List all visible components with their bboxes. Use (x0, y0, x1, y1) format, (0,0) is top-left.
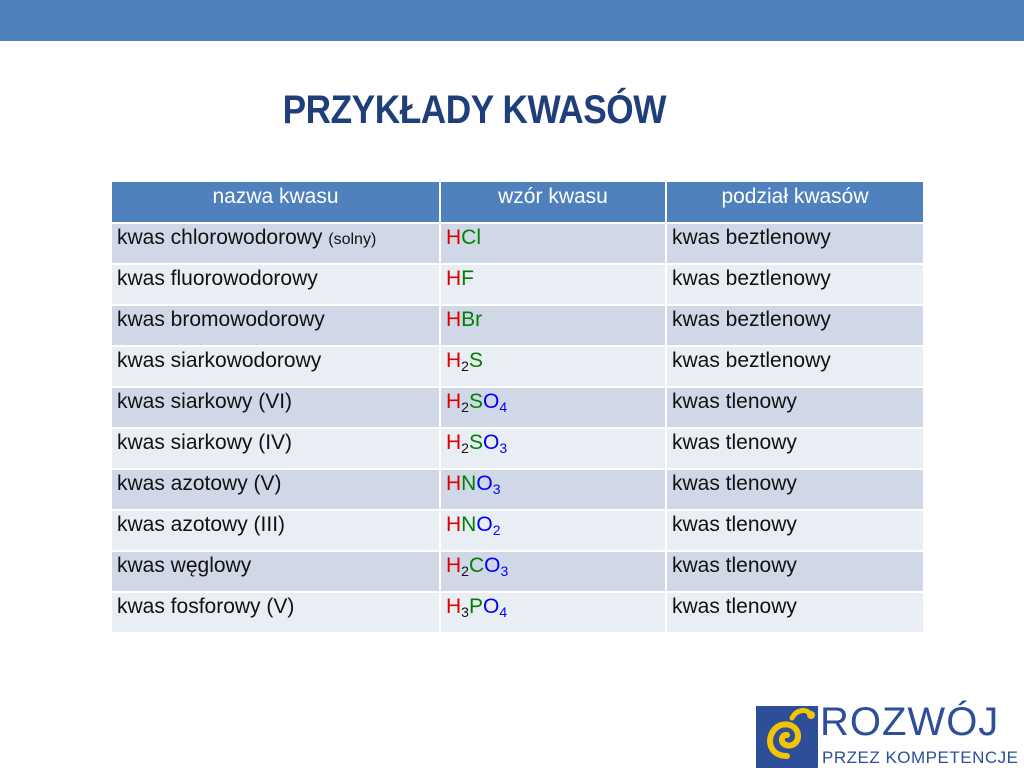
acid-name: kwas siarkowy (VI) (117, 390, 293, 413)
formula-subscript: 2 (492, 522, 501, 538)
acid-name-cell (111, 305, 440, 346)
formula-subscript: 4 (499, 399, 508, 415)
header-acid-classification: podział kwasów (666, 181, 924, 223)
formula-element: N (461, 472, 477, 495)
formula-element: H (446, 390, 462, 413)
logo-wordmark: ROZWÓJ (820, 700, 1000, 744)
acid-name-cell (111, 223, 440, 264)
formula-element: H (446, 308, 462, 331)
acid-name: kwas węglowy (117, 554, 252, 577)
acid-name: kwas siarkowodorowy (117, 349, 322, 372)
formula-subscript: 3 (461, 604, 469, 620)
formula-element: O (482, 595, 500, 618)
acid-alt-name: (solny) (328, 231, 377, 248)
acid-formula-cell (440, 264, 666, 305)
table-header (111, 181, 924, 223)
formula-element: Cl (461, 226, 482, 249)
acid-name: kwas fosforowy (V) (117, 595, 295, 618)
table-row (111, 387, 924, 428)
acid-name-cell (111, 551, 440, 592)
acid-classification: kwas tlenowy (666, 387, 924, 428)
acid-name-cell (111, 510, 440, 551)
logo-subtitle: PRZEZ KOMPETENCJE (822, 748, 1019, 767)
table-row (111, 510, 924, 551)
table-row (111, 428, 924, 469)
acid-classification: kwas tlenowy (666, 592, 924, 633)
acids-table (110, 180, 925, 634)
formula-subscript: 3 (500, 563, 509, 579)
formula-element: O (482, 390, 500, 413)
formula-element: H (446, 349, 462, 372)
acid-name-cell (111, 346, 440, 387)
formula-element: H (446, 431, 462, 454)
header-row (111, 181, 924, 223)
formula-element: C (468, 554, 485, 577)
header-acid-name: nazwa kwasu (111, 181, 440, 223)
formula-element: P (468, 595, 483, 618)
header-acid-formula: wzór kwasu (440, 181, 666, 223)
snail-spiral-icon (756, 706, 818, 768)
acid-name-cell (111, 592, 440, 633)
formula-element: O (482, 431, 500, 454)
formula-subscript: 2 (461, 399, 469, 415)
acid-formula-cell (440, 387, 666, 428)
table-row (111, 305, 924, 346)
formula-subscript: 3 (499, 440, 508, 456)
acid-classification: kwas tlenowy (666, 551, 924, 592)
table-row (111, 346, 924, 387)
formula-element: H (446, 595, 462, 618)
acid-classification: kwas beztlenowy (666, 223, 924, 264)
formula-element: O (484, 554, 501, 577)
acid-name-cell (111, 387, 440, 428)
acid-name-cell (111, 469, 440, 510)
formula-element: H (446, 513, 462, 536)
acid-name-cell (111, 428, 440, 469)
table-row (111, 551, 924, 592)
formula-subscript: 4 (499, 604, 508, 620)
formula-element: H (446, 226, 462, 249)
acid-name-cell (111, 264, 440, 305)
formula-subscript: 2 (461, 440, 469, 456)
formula-element: Br (461, 308, 483, 331)
formula-element: O (476, 472, 493, 495)
acid-formula-cell (440, 551, 666, 592)
formula-subscript: 2 (461, 358, 469, 374)
acid-name: kwas fluorowodorowy (117, 267, 318, 290)
formula-element: H (446, 554, 462, 577)
formula-element: S (468, 349, 483, 372)
acid-formula-cell (440, 223, 666, 264)
formula-subscript: 3 (492, 481, 501, 497)
formula-subscript: 2 (461, 563, 469, 579)
formula-element: O (476, 513, 493, 536)
acid-classification: kwas beztlenowy (666, 264, 924, 305)
table-row (111, 223, 924, 264)
formula-element: H (446, 267, 462, 290)
table-row (111, 264, 924, 305)
acid-formula-cell (440, 305, 666, 346)
formula-element: F (461, 267, 474, 290)
formula-element: N (461, 513, 477, 536)
top-bar (0, 0, 1024, 41)
acid-name: kwas chlorowodorowy (117, 226, 323, 249)
acid-formula-cell (440, 346, 666, 387)
acid-formula-cell (440, 592, 666, 633)
acid-name: kwas azotowy (V) (117, 472, 282, 495)
formula-element: S (468, 390, 483, 413)
table-row (111, 469, 924, 510)
slide-title: PRZYKŁADY KWASÓW (282, 88, 667, 132)
acid-name: kwas azotowy (III) (117, 513, 286, 536)
formula-element: S (468, 431, 483, 454)
acid-classification: kwas tlenowy (666, 469, 924, 510)
acid-name: kwas siarkowy (IV) (117, 431, 293, 454)
acid-formula-cell (440, 510, 666, 551)
formula-element: H (446, 472, 462, 495)
acid-name: kwas bromowodorowy (117, 308, 325, 331)
table-row (111, 592, 924, 633)
acid-classification: kwas beztlenowy (666, 346, 924, 387)
acid-formula-cell (440, 428, 666, 469)
acid-classification: kwas beztlenowy (666, 305, 924, 346)
acid-classification: kwas tlenowy (666, 428, 924, 469)
table-body (111, 223, 924, 633)
acid-classification: kwas tlenowy (666, 510, 924, 551)
acid-formula-cell (440, 469, 666, 510)
logo (756, 700, 1024, 768)
